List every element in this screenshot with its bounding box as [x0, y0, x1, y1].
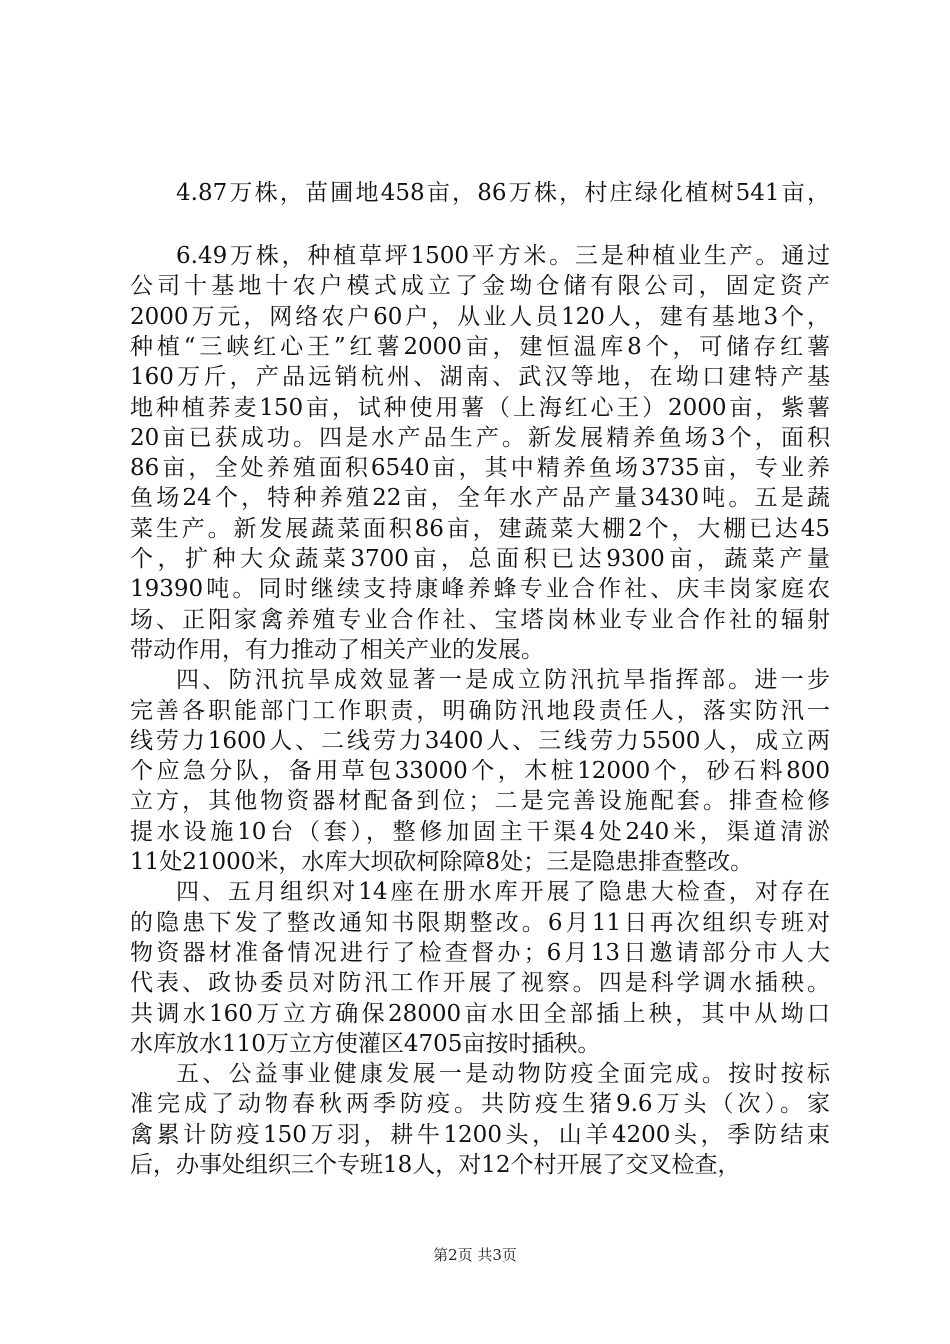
text-line-26: 代表、政协委员对防汛工作开展了视察。四是科学调水插秧。	[130, 970, 830, 997]
text-line-25: 物资器材准备情况进行了检查督办；6月13日邀请部分市人大	[130, 939, 830, 966]
text-line-10: 鱼场24个，特种养殖22亩，全年水产品产量3430吨。五是蔬	[130, 485, 830, 512]
text-line-8: 20亩已获成功。四是水产品生产。新发展精养鱼场3个，面积	[130, 424, 830, 451]
text-line-23: 四、五月组织对14座在册水库开展了隐患大检查，对存在	[176, 879, 830, 906]
text-line-9: 86亩，全处养殖面积6540亩，其中精养鱼场3735亩，专业养	[130, 455, 830, 482]
text-line-18: 线劳力1600人、二线劳力3400人、三线劳力5500人，成立两	[130, 727, 830, 754]
text-line-17: 完善各职能部门工作职责，明确防汛地段责任人，落实防汛一	[130, 697, 830, 724]
text-line-29: 五、公益事业健康发展一是动物防疫全面完成。按时按标	[176, 1061, 830, 1088]
text-line-14: 场、正阳家禽养殖专业合作社、宝塔岗林业专业合作社的辐射	[130, 606, 830, 633]
text-line-21: 提水设施10台（套），整修加固主干渠4处240米，渠道清淤	[130, 818, 830, 845]
text-line-20: 立方，其他物资器材配备到位；二是完善设施配套。排查检修	[130, 788, 830, 815]
text-line-32: 后，办事处组织三个专班18人，对12个村开展了交叉检查，	[130, 1152, 741, 1178]
text-line-11: 菜生产。新发展蔬菜面积86亩，建蔬菜大棚2个，大棚已达45	[130, 515, 830, 542]
text-line-5: 种植“三峡红心王”红薯2000亩，建恒温库8个，可储存红薯	[130, 333, 830, 360]
text-line-1: 4.87万株，苗圃地458亩，86万株，村庄绿化植树541亩，	[176, 180, 830, 206]
page-footer: 第2页 共3页	[433, 1246, 517, 1264]
text-line-13: 19390吨。同时继续支持康峰养蜂专业合作社、庆丰岗家庭农	[130, 576, 830, 603]
text-line-3: 公司十基地十农户模式成立了金坳仓储有限公司，固定资产	[130, 273, 830, 300]
text-line-22: 11处21000米，水库大坝砍柯除障8处；三是隐患排查整改。	[130, 849, 754, 875]
text-line-15: 带动作用，有力推动了相关产业的发展。	[130, 636, 544, 663]
text-line-7: 地种植荞麦150亩，试种使用薯（上海红心王）2000亩，紫薯	[130, 394, 830, 421]
text-line-6: 160万斤，产品远销杭州、湖南、武汉等地，在坳口建特产基	[130, 364, 830, 391]
text-line-4: 2000万元，网络农户60户，从业人员120人，建有基地3个，	[130, 303, 830, 330]
text-line-12: 个，扩种大众蔬菜3700亩，总面积已达9300亩，蔬菜产量	[130, 546, 830, 572]
text-line-31: 禽累计防疫150万羽，耕牛1200头，山羊4200头，季防结束	[130, 1121, 830, 1148]
text-line-27: 共调水160万立方确保28000亩水田全部插上秧，其中从坳口	[130, 1000, 830, 1027]
text-line-19: 个应急分队，备用草包33000个，木桩12000个，砂石料800	[130, 758, 830, 785]
text-line-24: 的隐患下发了整改通知书限期整改。6月11日再次组织专班对	[130, 909, 830, 936]
text-line-30: 准完成了动物春秋两季防疫。共防疫生猪9.6万头（次）。家	[130, 1091, 830, 1118]
text-line-28: 水库放水110万立方使灌区4705亩按时插秧。	[130, 1030, 601, 1057]
text-line-2: 6.49万株，种植草坪1500平方米。三是种植业生产。通过	[176, 243, 830, 269]
text-line-16: 四、防汛抗旱成效显著一是成立防汛抗旱指挥部。进一步	[176, 667, 830, 694]
